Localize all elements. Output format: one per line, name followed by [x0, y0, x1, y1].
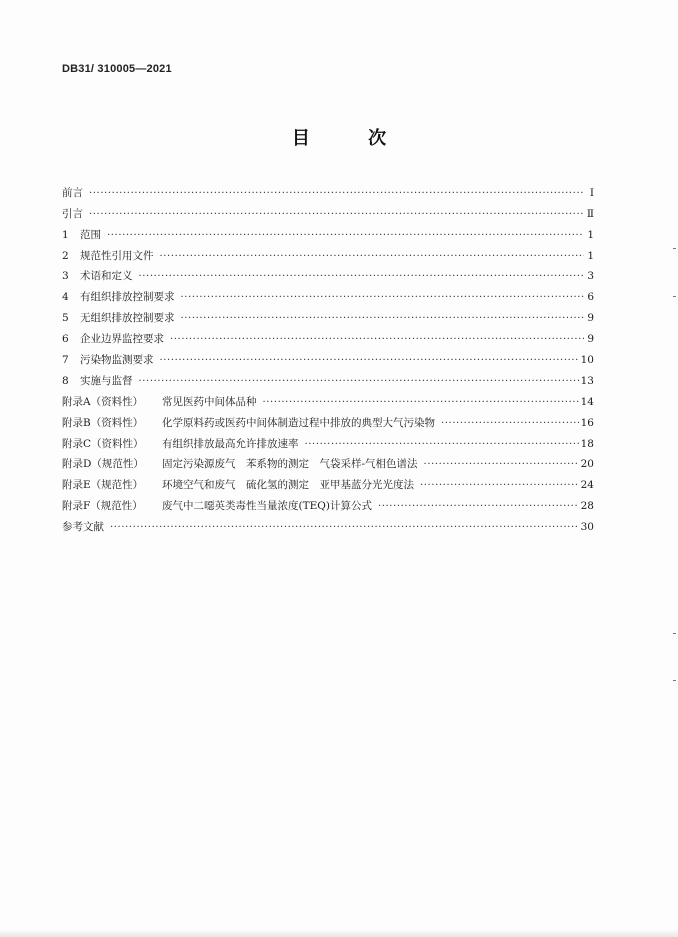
toc-entry-title: 规范性引用文件 [80, 249, 154, 262]
toc-entry-number: 3 [62, 270, 69, 283]
toc-appendix-label: 附录C（资料性） [62, 437, 144, 450]
toc-entry-appendix-d[interactable] [62, 450, 594, 471]
toc-leader-dots [110, 521, 579, 533]
table-of-contents [62, 178, 594, 533]
toc-leader-dots [139, 270, 585, 282]
toc-leader-dots [170, 333, 584, 345]
toc-entry-title: 实施与监督 [80, 374, 133, 387]
toc-entry-page: 6 [587, 291, 594, 304]
page-bottom-edge [0, 929, 678, 937]
document-code: DB31/ 310005—2021 [62, 63, 172, 75]
toc-entry-page: 1 [587, 249, 594, 262]
scan-edge-mark [673, 296, 676, 297]
toc-entry-title: 无组织排放控制要求 [80, 312, 175, 325]
toc-leader-dots [441, 417, 579, 429]
toc-entry-page: 9 [587, 312, 594, 325]
toc-appendix-label: 附录A（资料性） [62, 395, 144, 408]
toc-entry-appendix-f[interactable] [62, 491, 594, 512]
toc-entry-number: 6 [62, 333, 69, 346]
toc-entry-title: 企业边界监控要求 [80, 333, 164, 346]
toc-entry-title: 固定污染源废气 苯系物的测定 气袋采样-气相色谱法 [162, 458, 418, 471]
toc-title: 目 次 [291, 128, 413, 149]
toc-leader-dots [89, 208, 584, 220]
toc-entry-title: 常见医药中间体品种 [162, 395, 257, 408]
toc-entry-page: 9 [587, 333, 594, 346]
toc-entry-appendix-c[interactable] [62, 429, 594, 450]
toc-entry-title: 污染物监测要求 [80, 354, 154, 367]
toc-entry-page: 20 [580, 458, 594, 471]
toc-entry-number: 5 [62, 312, 69, 325]
toc-leader-dots [378, 500, 579, 512]
toc-entry-appendix-b[interactable] [62, 408, 594, 429]
toc-appendix-label: 附录D（规范性） [62, 458, 144, 471]
toc-entry-section-3[interactable] [62, 262, 594, 283]
toc-entry-appendix-e[interactable] [62, 470, 594, 491]
toc-entry-section-7[interactable] [62, 345, 594, 366]
toc-entry-page: 16 [580, 416, 594, 429]
toc-entry-page: 24 [580, 479, 594, 492]
scan-edge-mark [673, 680, 676, 681]
toc-entry-section-5[interactable] [62, 303, 594, 324]
toc-entry-title: 引言 [62, 207, 83, 220]
toc-entry-title: 环境空气和废气 硫化氢的测定 亚甲基蓝分光光度法 [162, 479, 414, 492]
toc-leader-dots [263, 396, 579, 408]
toc-leader-dots [89, 187, 584, 199]
toc-entry-section-6[interactable] [62, 324, 594, 345]
toc-entry-page: 3 [587, 270, 594, 283]
toc-entry-title: 化学原料药或医药中间体制造过程中排放的典型大气污染物 [162, 416, 435, 429]
toc-entry-number: 8 [62, 374, 69, 387]
toc-entry-number: 1 [62, 228, 69, 241]
toc-entry-title: 前言 [62, 186, 83, 199]
toc-entry-section-1[interactable] [62, 220, 594, 241]
scan-edge-mark [673, 633, 676, 634]
toc-appendix-label: 附录F（规范性） [62, 500, 143, 513]
toc-leader-dots [139, 375, 579, 387]
toc-leader-dots [160, 354, 579, 366]
toc-entry-section-2[interactable] [62, 241, 594, 262]
toc-entry-title: 有组织排放控制要求 [80, 291, 175, 304]
toc-leader-dots [305, 438, 579, 450]
toc-entry-page: Ⅰ [589, 186, 594, 199]
toc-entry-page: 28 [580, 500, 594, 513]
toc-leader-dots [420, 479, 579, 491]
toc-entry-title: 参考文献 [62, 521, 104, 534]
toc-entry-introduction[interactable] [62, 199, 594, 220]
toc-entry-page: 10 [580, 354, 594, 367]
toc-entry-page: 13 [580, 374, 594, 387]
toc-entry-number: 4 [62, 291, 69, 304]
toc-entry-page: 1 [587, 228, 594, 241]
toc-entry-title: 有组织排放最高允许排放速率 [162, 437, 299, 450]
toc-entry-number: 2 [62, 249, 69, 262]
toc-entry-foreword[interactable] [62, 178, 594, 199]
toc-leader-dots [181, 291, 585, 303]
toc-entry-section-4[interactable] [62, 282, 594, 303]
toc-leader-dots [424, 458, 579, 470]
toc-entry-page: 14 [580, 395, 594, 408]
toc-leader-dots [160, 250, 585, 262]
toc-entry-appendix-a[interactable] [62, 387, 594, 408]
toc-entry-section-8[interactable] [62, 366, 594, 387]
toc-entry-title: 术语和定义 [80, 270, 133, 283]
toc-entry-page: 30 [580, 521, 594, 534]
toc-entry-page: 18 [580, 437, 594, 450]
toc-entry-references[interactable] [62, 512, 594, 533]
toc-appendix-label: 附录E（规范性） [62, 479, 144, 492]
toc-leader-dots [107, 229, 584, 241]
toc-entry-title: 范围 [80, 228, 101, 241]
toc-entry-page: Ⅱ [586, 207, 594, 220]
toc-entry-number: 7 [62, 354, 69, 367]
toc-appendix-label: 附录B（资料性） [62, 416, 144, 429]
toc-leader-dots [181, 312, 585, 324]
scan-edge-mark [673, 248, 676, 249]
toc-entry-title: 废气中二噁英类毒性当量浓度(TEQ)计算公式 [162, 500, 372, 513]
